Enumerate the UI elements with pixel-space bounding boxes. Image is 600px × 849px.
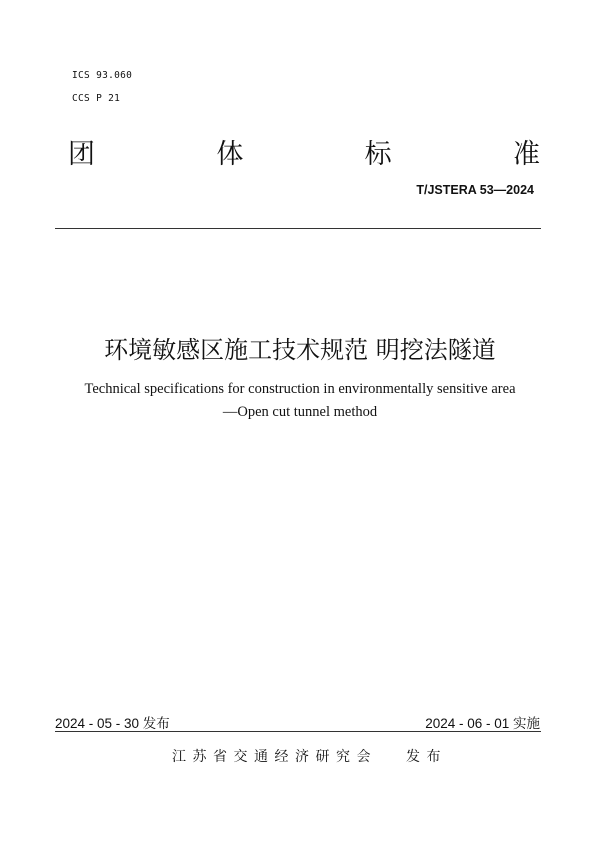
ics-code: ICS 93.060 [72, 70, 133, 81]
chinese-title: 环境敏感区施工技术规范 明挖法隧道 [104, 336, 496, 364]
ccs-code: CCS P 21 [72, 93, 121, 104]
standard-type-char: 准 [512, 139, 540, 170]
implement-date: 2024 - 06 - 01 实施 [425, 716, 540, 731]
bottom-divider [55, 731, 541, 732]
issue-label: 发布 [406, 749, 447, 765]
english-title-line-2: —Open cut tunnel method [222, 404, 378, 420]
top-divider [55, 228, 541, 229]
english-title-line-1: Technical specifications for construction in environmentally sensitive area [84, 381, 516, 397]
standard-type-char: 标 [364, 139, 392, 170]
standard-type-char: 体 [216, 139, 244, 170]
standard-number: T/JSTERA 53—2024 [416, 183, 534, 197]
standard-type-heading [68, 132, 540, 171]
issuing-organization: 江苏省交通经济研究会 [172, 749, 377, 765]
publish-date: 2024 - 05 - 30 发布 [55, 716, 170, 731]
standard-type-char: 团 [68, 139, 95, 170]
